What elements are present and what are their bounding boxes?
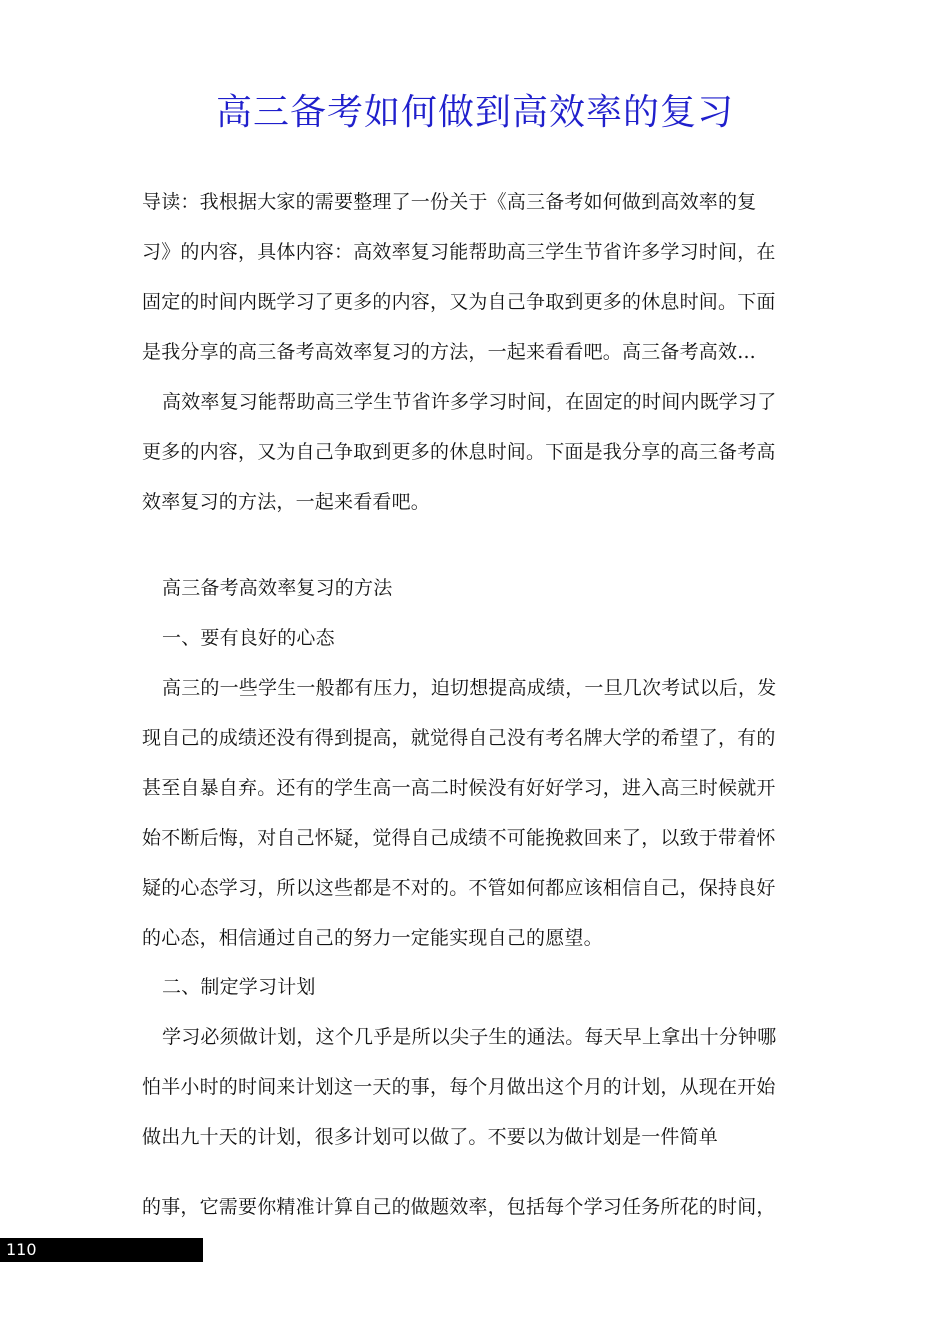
text-line: 是我分享的高三备考高效率复习的方法，一起来看看吧。高三备考高效... xyxy=(142,341,756,363)
text-line: 导读：我根据大家的需要整理了一份关于《高三备考如何做到高效率的复 xyxy=(142,191,757,213)
text-line: 学习必须做计划，这个几乎是所以尖子生的通法。每天早上拿出十分钟哪 xyxy=(162,1026,777,1048)
text-line: 甚至自暴自弃。还有的学生高一高二时候没有好好学习，进入高三时候就开 xyxy=(142,777,776,799)
text-line: 更多的内容，又为自己争取到更多的休息时间。下面是我分享的高三备考高 xyxy=(142,441,776,463)
text-line: 疑的心态学习，所以这些都是不对的。不管如何都应该相信自己，保持良好 xyxy=(142,877,776,899)
text-line: 始不断后悔，对自己怀疑，觉得自己成绩不可能挽救回来了，以致于带着怀 xyxy=(142,827,776,849)
text-line: 高三的一些学生一般都有压力，迫切想提高成绩，一旦几次考试以后，发 xyxy=(162,677,777,699)
section-heading: 高三备考高效率复习的方法 xyxy=(162,577,393,599)
text-line: 习》的内容，具体内容：高效率复习能帮助高三学生节省许多学习时间，在 xyxy=(142,241,776,263)
text-line: 效率复习的方法，一起来看看吧。 xyxy=(142,491,431,513)
page-number: 110 xyxy=(6,1240,37,1259)
text-line: 现自己的成绩还没有得到提高，就觉得自己没有考名牌大学的希望了，有的 xyxy=(142,727,776,749)
text-line: 固定的时间内既学习了更多的内容，又为自己争取到更多的休息时间。下面 xyxy=(142,291,776,313)
text-line: 的心态，相信通过自己的努力一定能实现自己的愿望。 xyxy=(142,927,603,949)
document-title: 高三备考如何做到高效率的复习 xyxy=(215,92,734,133)
section-heading: 一、要有良好的心态 xyxy=(162,627,335,649)
section-heading: 二、制定学习计划 xyxy=(162,976,316,998)
page-number-bar xyxy=(0,1238,203,1262)
text-line: 做出九十天的计划，很多计划可以做了。不要以为做计划是一件简单 xyxy=(142,1126,719,1148)
text-line: 怕半小时的时间来计划这一天的事，每个月做出这个月的计划，从现在开始 xyxy=(142,1076,776,1098)
text-line: 高效率复习能帮助高三学生节省许多学习时间，在固定的时间内既学习了 xyxy=(162,391,777,413)
text-line: 的事，它需要你精准计算自己的做题效率，包括每个学习任务所花的时间， xyxy=(142,1196,776,1218)
